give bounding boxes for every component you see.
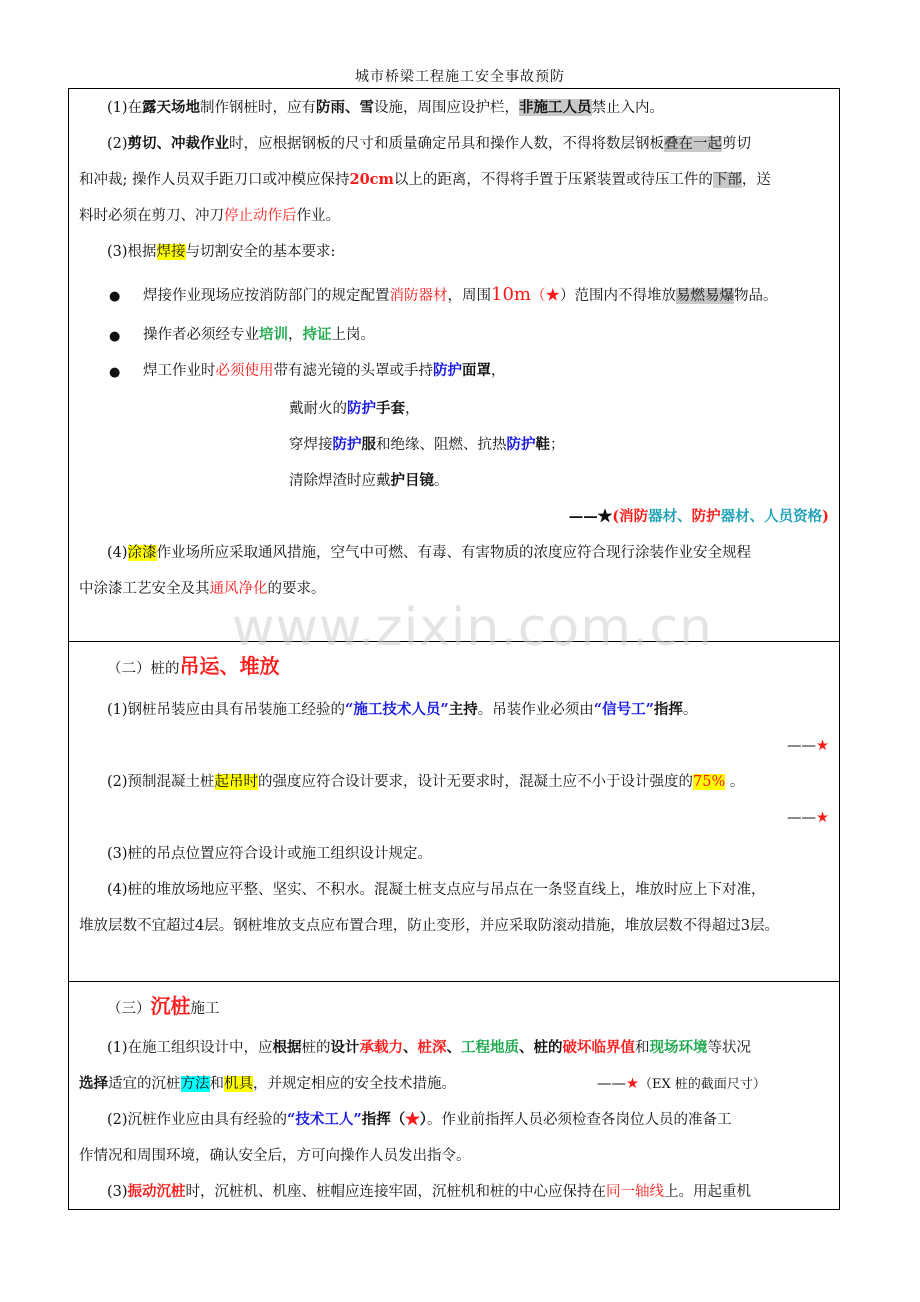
para-2-4b: 堆放层数不宜超过4层。钢桩堆放支点应布置合理，防止变形，并应采取防滚动措施，堆放层数不得超过3层。 <box>79 918 779 934</box>
para-3-2b: 作情况和周围环境，确认安全后，方可向操作人员发出指令。 <box>79 1148 471 1164</box>
star-icon: ★ <box>405 1111 420 1128</box>
bullet-icon: ● <box>109 365 121 380</box>
sub-item-3: 清除焊渣时应戴护目镜。 <box>289 472 449 489</box>
bullet-icon: ● <box>109 289 121 304</box>
sub-item-2: 穿焊接防护服和绝缘、阻燃、抗热防护鞋； <box>289 436 565 453</box>
section-3-title: （三）沉桩施工 <box>107 994 220 1018</box>
watermark: www.zixin.com.cn <box>232 598 713 658</box>
para-1-4b: 中涂漆工艺安全及其通风净化的要求。 <box>79 581 326 597</box>
star-icon: ★ <box>545 288 560 304</box>
bullet-item-3: 焊工作业时必须使用带有滤光镜的头罩或手持防护面罩， <box>143 362 506 379</box>
bullet-item-1: 焊接作业现场应按消防部门的规定配置消防器材，周围10m（★）范围内不得堆放易燃易爆物品。 <box>143 284 778 305</box>
section-2-title: （二）桩的吊运、堆放 <box>107 654 280 678</box>
para-1-2c: 料时必须在剪刀、冲刀停止动作后作业。 <box>79 208 340 224</box>
bullet-item-2: 操作者必须经专业培训，持证上岗。 <box>143 326 375 343</box>
para-3-1-note: ——★（EX 桩的截面尺寸） <box>597 1076 766 1092</box>
para-2-4a: (4)桩的堆放场地应平整、坚实、不积水。混凝土桩支点应与吊点在一条竖直线上，堆放时应上下对准， <box>107 882 766 898</box>
star-note-1: ——★ <box>787 738 829 754</box>
para-2-2: (2)预制混凝土桩起吊时的强度应符合设计要求，设计无要求时，混凝土应不小于设计强度的75% 。 <box>107 774 745 790</box>
star-icon: ★ <box>816 738 829 754</box>
star-note-2: ——★ <box>787 810 829 826</box>
summary-note: ——★(消防器材、防护器材、人员资格) <box>568 508 829 525</box>
para-1-3: (3)根据焊接与切割安全的基本要求: <box>107 244 336 260</box>
star-icon: ★ <box>816 810 829 826</box>
para-1-4a: (4)涂漆作业场所应采取通风措施，空气中可燃、有毒、有害物质的浓度应符合现行涂装作业安全规程 <box>107 545 752 561</box>
para-3-3: (3)振动沉桩时，沉桩机、机座、桩帽应连接牢固，沉桩机和桩的中心应保持在同一轴线上。用起重机 <box>107 1183 752 1200</box>
para-3-1a: (1)在施工组织设计中，应根据桩的设计承载力、桩深、工程地质、桩的破坏临界值和现场环境等状况 <box>107 1039 752 1056</box>
para-1-1: (1)在露天场地制作钢桩时，应有防雨、雪设施，周围应设护栏，非施工人员禁止入内。 <box>107 99 665 116</box>
para-2-1: (1)钢桩吊装应由具有吊装施工经验的“施工技术人员”主持。吊装作业必须由“信号工”指挥。 <box>107 701 698 718</box>
para-3-2a: (2)沉桩作业应由具有经验的“技术工人”指挥（★）。作业前指挥人员必须检查各岗位人员的准备工 <box>107 1111 732 1128</box>
para-1-2b: 和冲裁; 操作人员双手距刀口或冲模应保持20cm以上的距离，不得将手置于压紧装置或待压工件的下部，送 <box>79 171 771 188</box>
para-3-1b: 选择适宜的沉桩方法和机具，并规定相应的安全技术措施。 <box>79 1075 456 1092</box>
star-icon: ★ <box>626 1076 639 1092</box>
bullet-icon: ● <box>109 329 121 344</box>
section-divider <box>69 981 839 982</box>
sub-item-1: 戴耐火的防护手套， <box>289 400 420 417</box>
page-header: 城市桥梁工程施工安全事故预防 <box>355 69 565 85</box>
para-2-3: (3)桩的吊点位置应符合设计或施工组织设计规定。 <box>107 846 433 862</box>
para-1-2a: (2)剪切、冲裁作业时，应根据钢板的尺寸和质量确定吊具和操作人数，不得将数层钢板叠在一起剪切 <box>107 135 752 152</box>
